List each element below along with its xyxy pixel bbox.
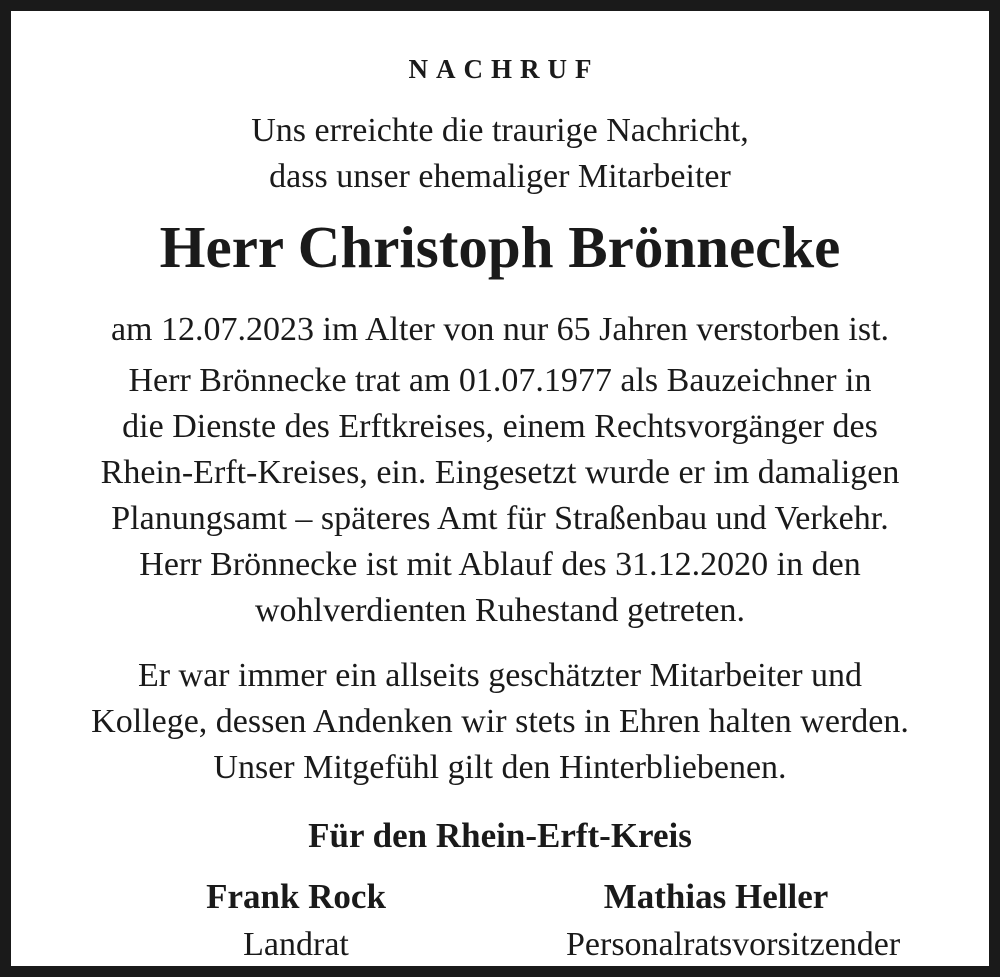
tribute-paragraph: [11, 653, 989, 791]
signer-role: Personalratsvorsitzender: [566, 926, 901, 963]
signer-landrat: [141, 873, 451, 969]
career-line: die Dienste des Erftkreises, einem Rechtsvorgänger des: [122, 408, 878, 445]
death-statement: [11, 307, 989, 353]
intro-paragraph: [11, 108, 989, 200]
signer-personalrat: [566, 873, 901, 969]
deceased-name: Herr Christoph Brönnecke: [159, 214, 841, 280]
tribute-line: Er war immer ein allseits geschätzter Mitarbeiter und: [137, 657, 863, 694]
signer-name: Mathias Heller: [603, 877, 829, 916]
career-line: Herr Brönnecke trat am 01.07.1977 als Bauzeichner in: [128, 362, 872, 399]
signer-role: Landrat: [243, 926, 349, 963]
career-line: wohlverdienten Ruhestand getreten.: [254, 592, 745, 629]
career-line: Planungsamt – späteres Amt für Straßenbau und Verkehr.: [111, 500, 889, 537]
notice-heading: NACHRUF: [408, 54, 600, 84]
tribute-line: Kollege, dessen Andenken wir stets in Ehren halten werden.: [91, 703, 909, 740]
career-line: Rhein-Erft-Kreises, ein. Eingesetzt wurde er im damaligen: [100, 454, 900, 491]
organization-signature: Für den Rhein-Erft-Kreis: [308, 816, 692, 855]
intro-line: dass unser ehemaliger Mitarbeiter: [269, 158, 731, 195]
signer-name: Frank Rock: [206, 877, 386, 916]
death-line: am 12.07.2023 im Alter von nur 65 Jahren verstorben ist.: [110, 311, 890, 348]
career-paragraph: [11, 358, 989, 634]
career-line: Herr Brönnecke ist mit Ablauf des 31.12.2020 in den: [139, 546, 861, 583]
intro-line: Uns erreichte die traurige Nachricht,: [251, 112, 749, 149]
tribute-line: Unser Mitgefühl gilt den Hinterbliebenen.: [213, 749, 787, 786]
